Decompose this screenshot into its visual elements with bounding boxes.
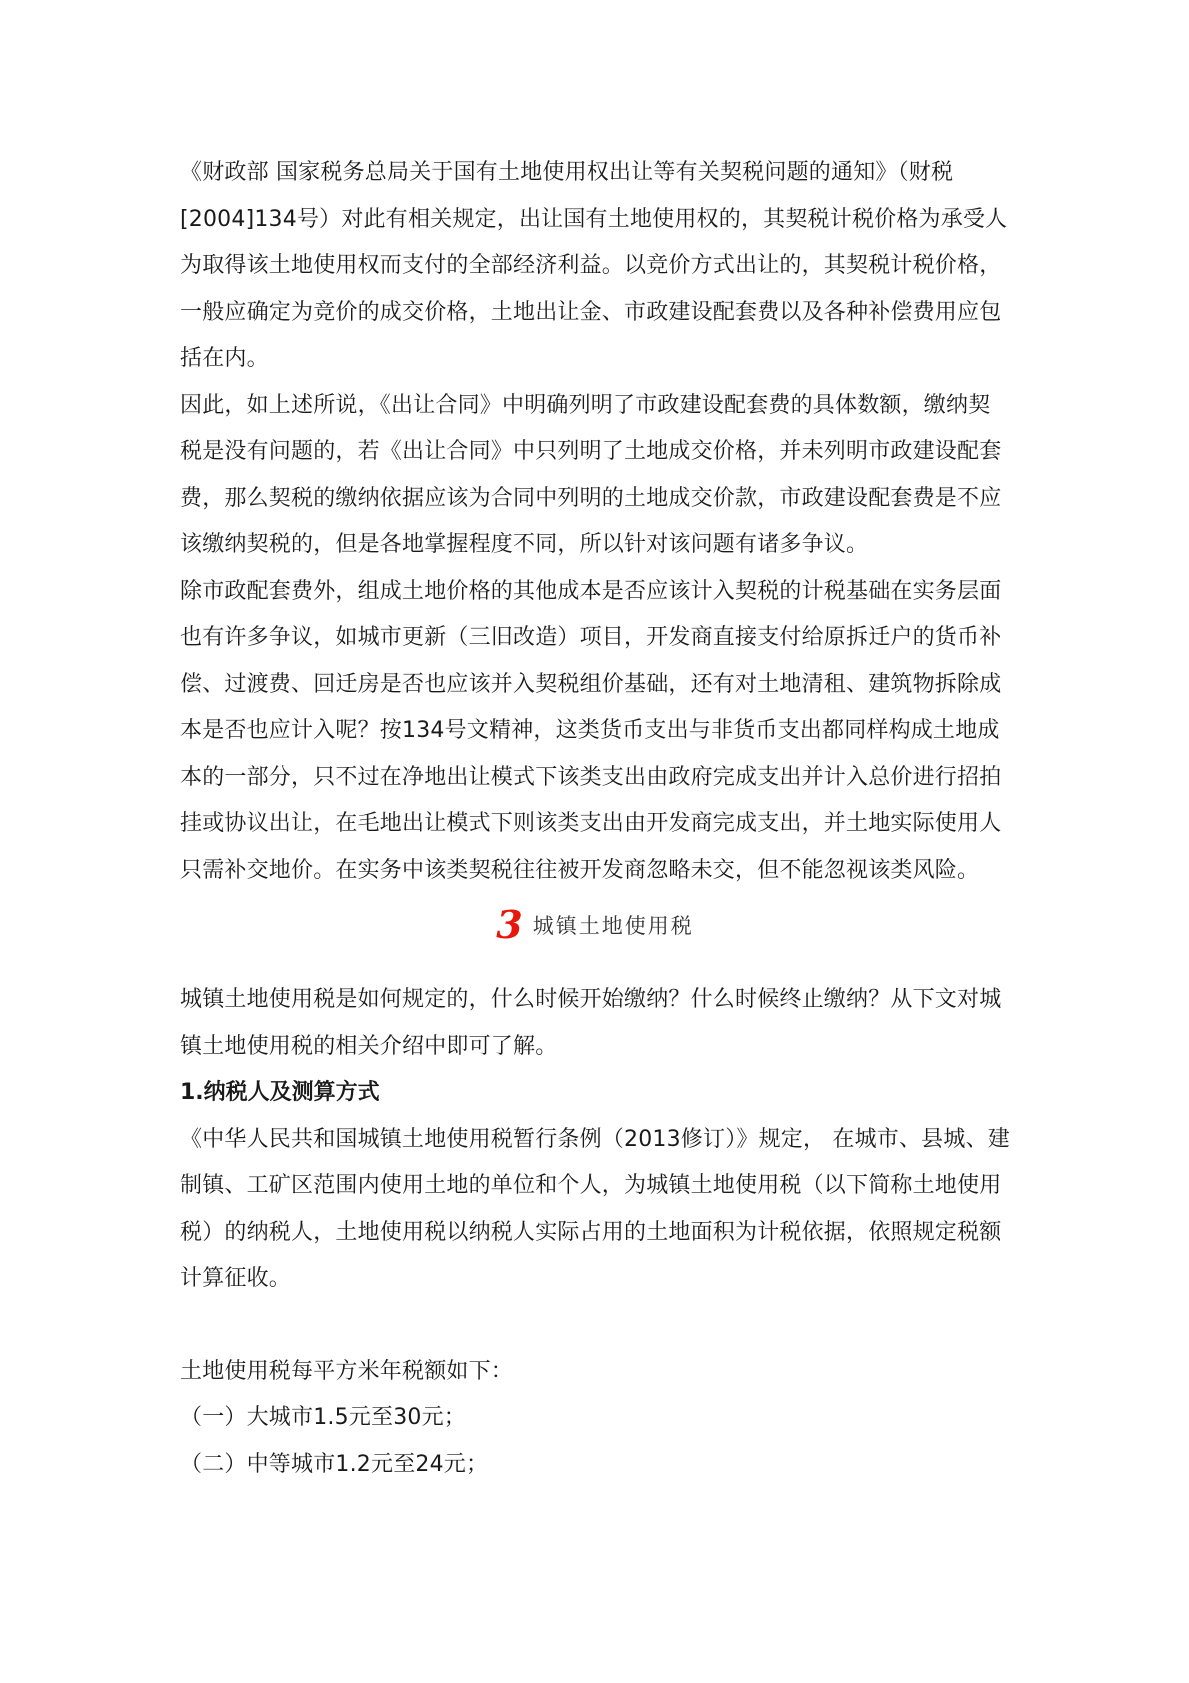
- paragraph-notice-citation: 《财政部 国家税务总局关于国有土地使用权出让等有关契税问题的通知》（财税[2004]134号）对此有相关规定，出让国有土地使用权的，其契税计税价格为承受人为取得该土地使用权而支付的全部经济利益。以竞价方式出让的，其契税计税价格，一般应确定为竞价的成交价格，土地出让金、市政建设配套费以及各种补偿费用应包括在内。: [180, 160, 1008, 371]
- paragraph-contract-analysis: 因此，如上述所说，《出让合同》中明确列明了市政建设配套费的具体数额，缴纳契税是没有问题的，若《出让合同》中只列明了土地成交价格，并未列明市政建设配套费，那么契税的缴纳依据应该为合同中列明的土地成交价款，市政建设配套费是不应该缴纳契税的，但是各地掌握程度不同，所以针对该问题有诸多争议。: [180, 392, 1002, 557]
- paragraph-other-costs: 除市政配套费外，组成土地价格的其他成本是否应该计入契税的计税基础在实务层面也有许多争议，如城市更新（三旧改造）项目，开发商直接支付给原拆迁户的货币补偿、过渡费、回迁房是否也应该并入契税组价基础，还有对土地清租、建筑物拆除成本是否也应计入呢？按134号文精神，这类货币支出与非货币支出都同样构成土地成本的一部分，只不过在净地出让模式下该类支出由政府完成支出并计入总价进行招拍挂或协议出让，在毛地出让模式下则该类支出由开发商完成支出，并土地实际使用人只需补交地价。在实务中该类契税往往被开发商忽略未交，但不能忽视该类风险。: [180, 578, 1002, 883]
- section-title: 城镇土地使用税: [532, 914, 694, 938]
- section-heading: [180, 899, 1010, 951]
- blank-line: [180, 1303, 1010, 1349]
- paragraph-rates-intro: 土地使用税每平方米年税额如下：: [180, 1358, 514, 1384]
- section-number: 3: [496, 902, 523, 947]
- paragraph-regulation: 《中华人民共和国城镇土地使用税暂行条例（2013修订）》规定， 在城市、县城、建制镇、工矿区范围内使用土地的单位和个人，为城镇土地使用税（以下简称土地使用税）的纳税人，土地使用税以纳税人实际占用的土地面积为计税依据，依照规定税额计算征收。: [180, 1126, 1010, 1291]
- document-body: [180, 150, 1010, 1488]
- rate-item: （一）大城市1.5元至30元；: [180, 1405, 466, 1430]
- paragraph-intro: 城镇土地使用税是如何规定的，什么时候开始缴纳？什么时候终止缴纳？从下文对城镇土地使用税的相关介绍中即可了解。: [180, 987, 1002, 1059]
- rate-item: （二）中等城市1.2元至24元；: [180, 1451, 489, 1477]
- subheading-taxpayer: 1.纳税人及测算方式: [180, 1080, 380, 1105]
